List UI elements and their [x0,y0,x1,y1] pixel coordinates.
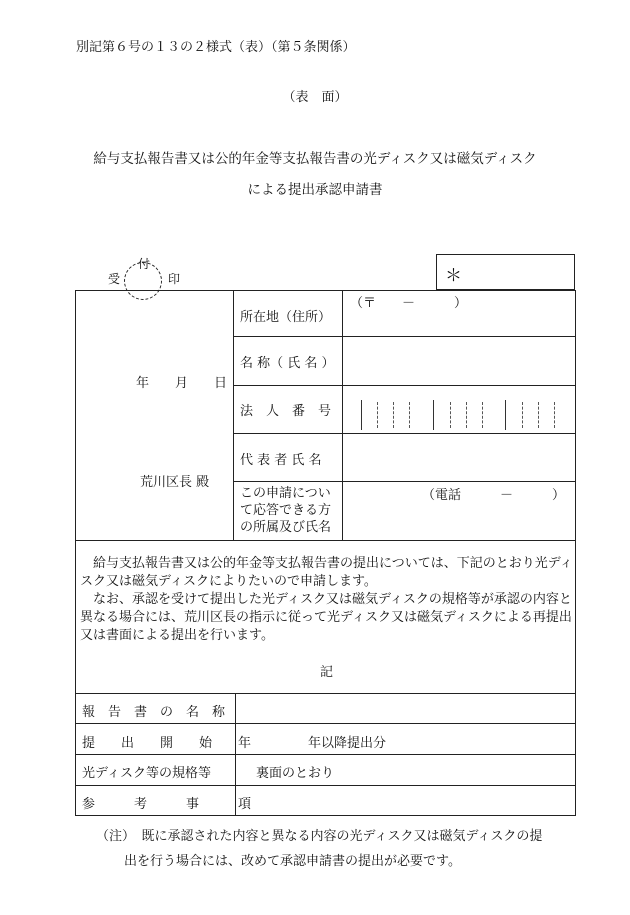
cn-tick [361,400,362,430]
note-line-2: 出を行う場合には、改めて承認申請書の提出が必要です。 [124,854,461,869]
cn-tick [522,402,523,428]
item-label-report-name: 報 告 書 の 名 称 [82,705,226,720]
address-label: 所在地（住所） [240,310,332,325]
ki-label: 記 [320,665,334,680]
cn-tick [482,402,483,428]
frame-left [75,290,76,816]
face-label: （表 面） [282,90,348,105]
item-value-disk-spec: 裏面のとおり [256,766,335,781]
addressee-label: 荒川区長 殿 [140,475,210,490]
frame-bottom [75,815,576,816]
stamp-label-attach: 付 [138,257,151,271]
item-label-start-year: 提 出 開 始 年 [82,736,252,751]
postal-code-label: （〒 － ） [350,296,468,311]
cn-tick [393,402,394,428]
row-line-4 [233,481,576,482]
office-use-mark: ＊ [445,266,462,286]
contact-person-label [240,485,331,536]
cn-tick [377,402,378,428]
cn-tick [538,402,539,428]
items-line-2 [75,754,576,755]
stamp-label-receive: 受 [108,272,121,286]
section-line-body [75,540,576,541]
application-date-label: 年 月 日 [136,376,228,391]
statement-paragraph-2: なお、承認を受けて提出した光ディスク又は磁気ディスクの規格等が承認の内容と異なる場合には、荒川区長の指示に従って光ディスク又は磁気ディスクによる再提出又は書面による提出を行います。 [80,592,572,643]
form-title-line-2: による提出承認申請書 [247,182,383,198]
frame-top [75,290,576,291]
cn-tick [505,400,506,430]
frame-right [575,290,576,816]
corporate-number-label: 法 人 番 号 [240,404,332,419]
cn-tick [450,402,451,428]
form-reference: 別記第６号の１３の２様式（表）（第５条関係） [76,40,356,55]
row-line-2 [233,385,576,386]
office-use-box [436,254,575,290]
items-line-3 [75,785,576,786]
note-line-1: （注） 既に承認された内容と異なる内容の光ディスク又は磁気ディスクの提 [96,829,543,844]
applicant-divider-2 [342,290,343,540]
cn-tick [466,402,467,428]
cn-tick [409,402,410,428]
statement-paragraph-1: 給与支払報告書又は公的年金等支払報告書の提出については、下記のとおり光ディスク又は磁気ディスクによりたいので申請します。 [80,556,573,589]
stamp-label-seal: 印 [168,272,181,286]
cn-tick [554,402,555,428]
row-line-3 [233,433,576,434]
representative-name-label: 代 表 者 氏 名 [240,453,322,468]
contact-label-line-2: て応答できる方 [240,503,332,518]
applicant-divider-1 [233,290,234,540]
form-title-line-1: 給与支払報告書又は公的年金等支払報告書の光ディスク又は磁気ディスク [93,151,537,167]
name-label: 名 称（ 氏 名 ） [240,356,335,371]
item-label-remarks: 参 考 事 項 [82,797,252,812]
contact-label-line-1: この申請につい [240,486,331,501]
row-line-1 [233,336,576,337]
items-top-line [75,693,576,694]
items-line-1 [75,723,576,724]
contact-label-line-3: の所属及び氏名 [240,520,332,535]
item-value-start-year: 年以降提出分 [308,736,387,751]
cn-tick [433,400,434,430]
item-label-disk-spec: 光ディスク等の規格等 [82,766,211,781]
phone-label: （電話 － ） [422,488,566,503]
